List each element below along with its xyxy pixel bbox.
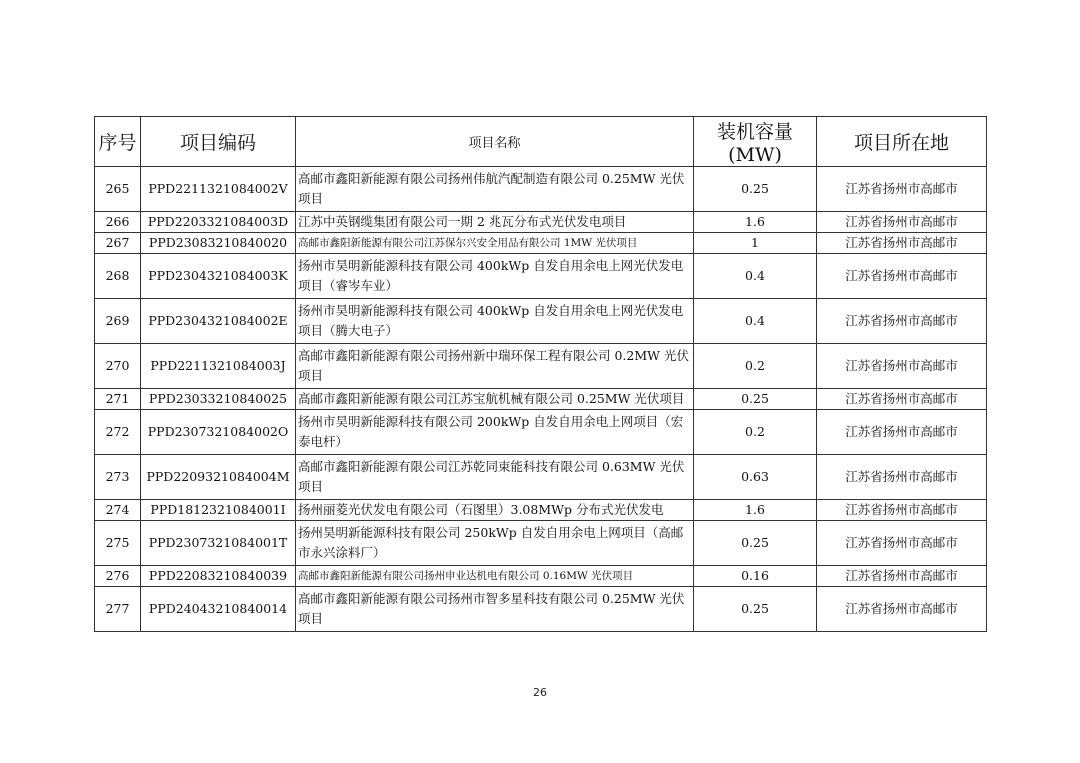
cell-seq: 267 (95, 233, 141, 254)
table-row (95, 344, 987, 389)
table-row (95, 455, 987, 500)
cell-code: PPD1812321084001I (141, 500, 296, 521)
cell-code: PPD2211321084002V (141, 167, 296, 212)
cell-location: 江苏省扬州市高邮市 (817, 521, 987, 566)
cell-name: 扬州市昊明新能源科技有限公司 200kWp 自发自用余电上网项目（宏泰电杆） (296, 410, 694, 455)
header-name: 项目名称 (296, 117, 694, 167)
cell-capacity: 0.4 (694, 254, 817, 299)
cell-seq: 277 (95, 587, 141, 632)
cell-seq: 274 (95, 500, 141, 521)
cell-location: 江苏省扬州市高邮市 (817, 167, 987, 212)
cell-location: 江苏省扬州市高邮市 (817, 455, 987, 500)
cell-code: PPD24043210840014 (141, 587, 296, 632)
cell-seq: 266 (95, 212, 141, 233)
table-row (95, 410, 987, 455)
cell-capacity: 0.16 (694, 566, 817, 587)
cell-location: 江苏省扬州市高邮市 (817, 389, 987, 410)
cell-code: PPD2307321084002O (141, 410, 296, 455)
cell-location: 江苏省扬州市高邮市 (817, 344, 987, 389)
cell-location: 江苏省扬州市高邮市 (817, 254, 987, 299)
cell-name: 高邮市鑫阳新能源有限公司江苏宝航机械有限公司 0.25MW 光伏项目 (296, 389, 694, 410)
page-number: 26 (533, 686, 547, 699)
cell-name: 高邮市鑫阳新能源有限公司江苏乾同束能科技有限公司 0.63MW 光伏项目 (296, 455, 694, 500)
header-location: 项目所在地 (817, 117, 987, 167)
cell-name: 扬州昊明新能源科技有限公司 250kWp 自发自用余电上网项目（高邮市永兴涂料厂） (296, 521, 694, 566)
cell-capacity: 0.25 (694, 587, 817, 632)
cell-seq: 269 (95, 299, 141, 344)
cell-name: 高邮市鑫阳新能源有限公司扬州申业达机电有限公司 0.16MW 光伏项目 (296, 566, 694, 587)
cell-location: 江苏省扬州市高邮市 (817, 566, 987, 587)
cell-location: 江苏省扬州市高邮市 (817, 410, 987, 455)
cell-capacity: 0.63 (694, 455, 817, 500)
cell-name: 江苏中英钢缆集团有限公司一期 2 兆瓦分布式光伏发电项目 (296, 212, 694, 233)
cell-code: PPD23033210840025 (141, 389, 296, 410)
cell-capacity: 0.25 (694, 521, 817, 566)
cell-code: PPD2304321084002E (141, 299, 296, 344)
cell-capacity: 1.6 (694, 500, 817, 521)
header-capacity: 装机容量(MW) (694, 117, 817, 167)
cell-seq: 276 (95, 566, 141, 587)
cell-seq: 265 (95, 167, 141, 212)
table-header-row (95, 117, 987, 167)
cell-code: PPD22083210840039 (141, 566, 296, 587)
table-row (95, 212, 987, 233)
header-seq: 序号 (95, 117, 141, 167)
cell-seq: 271 (95, 389, 141, 410)
cell-capacity: 0.2 (694, 410, 817, 455)
cell-code: PPD2307321084001T (141, 521, 296, 566)
cell-name: 扬州丽菱光伏发电有限公司（石图里）3.08MWp 分布式光伏发电 (296, 500, 694, 521)
cell-capacity: 0.25 (694, 167, 817, 212)
table-row (95, 389, 987, 410)
table-row (95, 233, 987, 254)
table-row (95, 587, 987, 632)
cell-name: 扬州市昊明新能源科技有限公司 400kWp 自发自用余电上网光伏发电项目（睿岑车业） (296, 254, 694, 299)
cell-code: PPD2209321084004M (141, 455, 296, 500)
cell-capacity: 1 (694, 233, 817, 254)
cell-name: 高邮市鑫阳新能源有限公司扬州市智多星科技有限公司 0.25MW 光伏项目 (296, 587, 694, 632)
cell-seq: 275 (95, 521, 141, 566)
cell-seq: 273 (95, 455, 141, 500)
cell-location: 江苏省扬州市高邮市 (817, 212, 987, 233)
cell-seq: 272 (95, 410, 141, 455)
header-code: 项目编码 (141, 117, 296, 167)
table-row (95, 167, 987, 212)
table-row (95, 500, 987, 521)
cell-code: PPD2211321084003J (141, 344, 296, 389)
cell-location: 江苏省扬州市高邮市 (817, 233, 987, 254)
cell-name: 高邮市鑫阳新能源有限公司扬州新中瑞环保工程有限公司 0.2MW 光伏项目 (296, 344, 694, 389)
cell-seq: 270 (95, 344, 141, 389)
cell-code: PPD2304321084003K (141, 254, 296, 299)
table-row (95, 254, 987, 299)
table-row (95, 566, 987, 587)
cell-location: 江苏省扬州市高邮市 (817, 587, 987, 632)
cell-capacity: 0.4 (694, 299, 817, 344)
cell-name: 扬州市昊明新能源科技有限公司 400kWp 自发自用余电上网光伏发电项目（腾大电子） (296, 299, 694, 344)
cell-location: 江苏省扬州市高邮市 (817, 500, 987, 521)
cell-code: PPD2203321084003D (141, 212, 296, 233)
cell-seq: 268 (95, 254, 141, 299)
project-table (94, 116, 987, 632)
table-row (95, 299, 987, 344)
cell-code: PPD23083210840020 (141, 233, 296, 254)
cell-capacity: 0.25 (694, 389, 817, 410)
cell-name: 高邮市鑫阳新能源有限公司江苏保尔兴安全用品有限公司 1MW 光伏项目 (296, 233, 694, 254)
cell-name: 高邮市鑫阳新能源有限公司扬州伟航汽配制造有限公司 0.25MW 光伏项目 (296, 167, 694, 212)
cell-capacity: 1.6 (694, 212, 817, 233)
table-row (95, 521, 987, 566)
cell-capacity: 0.2 (694, 344, 817, 389)
cell-location: 江苏省扬州市高邮市 (817, 299, 987, 344)
